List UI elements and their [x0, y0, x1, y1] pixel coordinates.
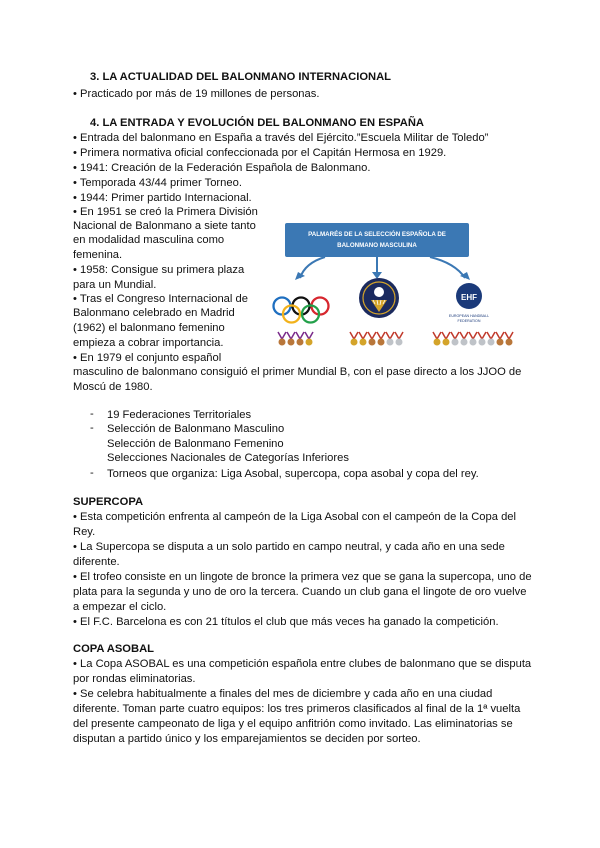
list-item-seleccion-femenino: Selección de Balonmano Femenino [107, 438, 284, 450]
medals-world [350, 332, 403, 346]
section-4-line: masculino de balonmano consiguió el primer Mundial B, con el pase directo a los JJOO de [73, 366, 522, 378]
olympic-rings-icon [274, 298, 329, 323]
medal-icon [296, 332, 304, 346]
section-3-bullet: • Practicado por más de 19 millones de personas. [73, 88, 320, 100]
medal-icon [442, 332, 450, 346]
section-4-line: femenina. [73, 249, 123, 261]
banner-title-1: PALMARÉS DE LA SELECCIÓN ESPAÑOLA DE [308, 231, 446, 238]
supercopa-line: Rey. [73, 526, 96, 538]
medal-icon [460, 332, 468, 346]
medal-icon [305, 332, 313, 346]
ehf-label: EHF [461, 293, 477, 302]
list-item-seleccion-masculino: Selección de Balonmano Masculino [107, 423, 285, 435]
medal-icon [287, 332, 295, 346]
copa-asobal-line: diferente. Toman parte cuatro equipos: los tres primeros clasificados al final de la 1ª vuelta [73, 703, 521, 715]
supercopa-line: • La Supercopa se disputa a un solo partido en campo neutral, y cada año en una sede [73, 541, 505, 553]
copa-asobal-line: disputan a partido único y los emparejamientos se deciden por sorteo. [73, 733, 421, 745]
medals-olympics [278, 332, 313, 346]
medal-icon [433, 332, 441, 346]
section-4-line: • Primera normativa oficial confeccionada por el Capitán Hermosa en 1929. [73, 147, 447, 159]
medal-icon [386, 332, 394, 346]
medal-icon [496, 332, 504, 346]
palmares-figure [265, 218, 528, 355]
section-4-line: • En 1979 el conjunto español [73, 352, 222, 364]
section-4-line: • Temporada 43/44 primer Torneo. [73, 177, 242, 189]
section-4-line: Moscú de 1980. [73, 381, 153, 393]
copa-asobal-line: • Se celebra habitualmente a finales del mes de diciembre y cada año en una ciudad [73, 688, 493, 700]
section-4-line: Balonmano celebrado en Madrid [73, 307, 235, 319]
banner-title-2: BALONMANO MASCULINA [337, 242, 417, 249]
list-item-federaciones: 19 Federaciones Territoriales [107, 409, 252, 421]
section-4-line: • Entrada del balonmano en España a través del Ejército.”Escuela Militar de Toledo” [73, 132, 489, 144]
medals-europe [433, 332, 513, 346]
medal-icon [359, 332, 367, 346]
palmares-banner [285, 223, 469, 257]
section-4-heading: 4. LA ENTRADA Y EVOLUCIÓN DEL BALONMANO EN ESPAÑA [90, 117, 424, 129]
supercopa-line: • Esta competición enfrenta al campeón de la Liga Asobal con el campeón de la Copa del [73, 511, 516, 523]
supercopa-line: a empezar el ciclo. [73, 601, 167, 613]
arrows [300, 257, 465, 278]
medal-icon [350, 332, 358, 346]
section-4-line: Nacional de Balonmano a siete tanto [73, 220, 256, 232]
list-item-selecciones-inferiores: Selecciones Nacionales de Categorías Inferiores [107, 452, 349, 464]
section-4-line: (1962) el balonmano femenino [73, 322, 225, 334]
section-4-line: • 1944: Primer partido Internacional. [73, 192, 252, 204]
medal-icon [487, 332, 495, 346]
ehf-subtitle-1: EUROPEAN HANDBALL [448, 314, 490, 318]
section-4-line: • En 1951 se creó la Primera División [73, 206, 258, 218]
list-dash: - [90, 467, 94, 479]
ehf-subtitle-2: FEDERATION [457, 319, 481, 323]
list-dash: - [90, 422, 94, 434]
palmares-diagram [265, 218, 528, 355]
arrowhead-left [295, 272, 305, 280]
medal-icon [278, 332, 286, 346]
supercopa-line: • El trofeo consiste en un lingote de bronce la primera vez que se gana la supercopa, uno de [73, 571, 532, 583]
supercopa-line: plata para la segunda y uno de oro la tercera. Cuando un club gana el lingote de oro vuelve [73, 586, 527, 598]
section-3-heading: 3. LA ACTUALIDAD DEL BALONMANO INTERNACIONAL [90, 71, 392, 83]
section-4-line: empieza a cobrar importancia. [73, 337, 224, 349]
medal-icon [451, 332, 459, 346]
medal-icon [395, 332, 403, 346]
ehf-logo [449, 283, 489, 323]
medal-icon [368, 332, 376, 346]
supercopa-heading: SUPERCOPA [73, 496, 144, 508]
copa-asobal-line: del presente campeonato de liga y el equipo anfitrión como invitado. Las eliminatorias se [73, 718, 513, 730]
section-4-line: para un Mundial. [73, 279, 157, 291]
supercopa-line: diferente. [73, 556, 120, 568]
medal-icon [469, 332, 477, 346]
arrowhead-center [372, 272, 382, 279]
arrow-right [430, 257, 465, 278]
medal-icon [377, 332, 385, 346]
copa-asobal-line: • La Copa ASOBAL es una competición española entre clubes de balonmano que se disputa [73, 658, 532, 670]
arrow-left [300, 257, 325, 278]
medal-icon [478, 332, 486, 346]
section-4-line: • 1941: Creación de la Federación Española de Balonmano. [73, 162, 371, 174]
section-4-line: • Tras el Congreso Internacional de [73, 293, 248, 305]
supercopa-line: • El F.C. Barcelona es con 21 títulos el club que más veces ha ganado la competición. [73, 616, 499, 628]
list-dash: - [90, 408, 94, 420]
copa-asobal-heading: COPA ASOBAL [73, 643, 155, 655]
list-item-torneos: Torneos que organiza: Liga Asobal, supercopa, copa asobal y copa del rey. [107, 468, 479, 480]
medal-icon [505, 332, 513, 346]
copa-asobal-line: por rondas eliminatorias. [73, 673, 196, 685]
section-4-line: • 1958: Consigue su primera plaza [73, 264, 245, 276]
world-championship-icon [359, 278, 399, 318]
section-4-line: en modalidad masculina como [73, 234, 225, 246]
